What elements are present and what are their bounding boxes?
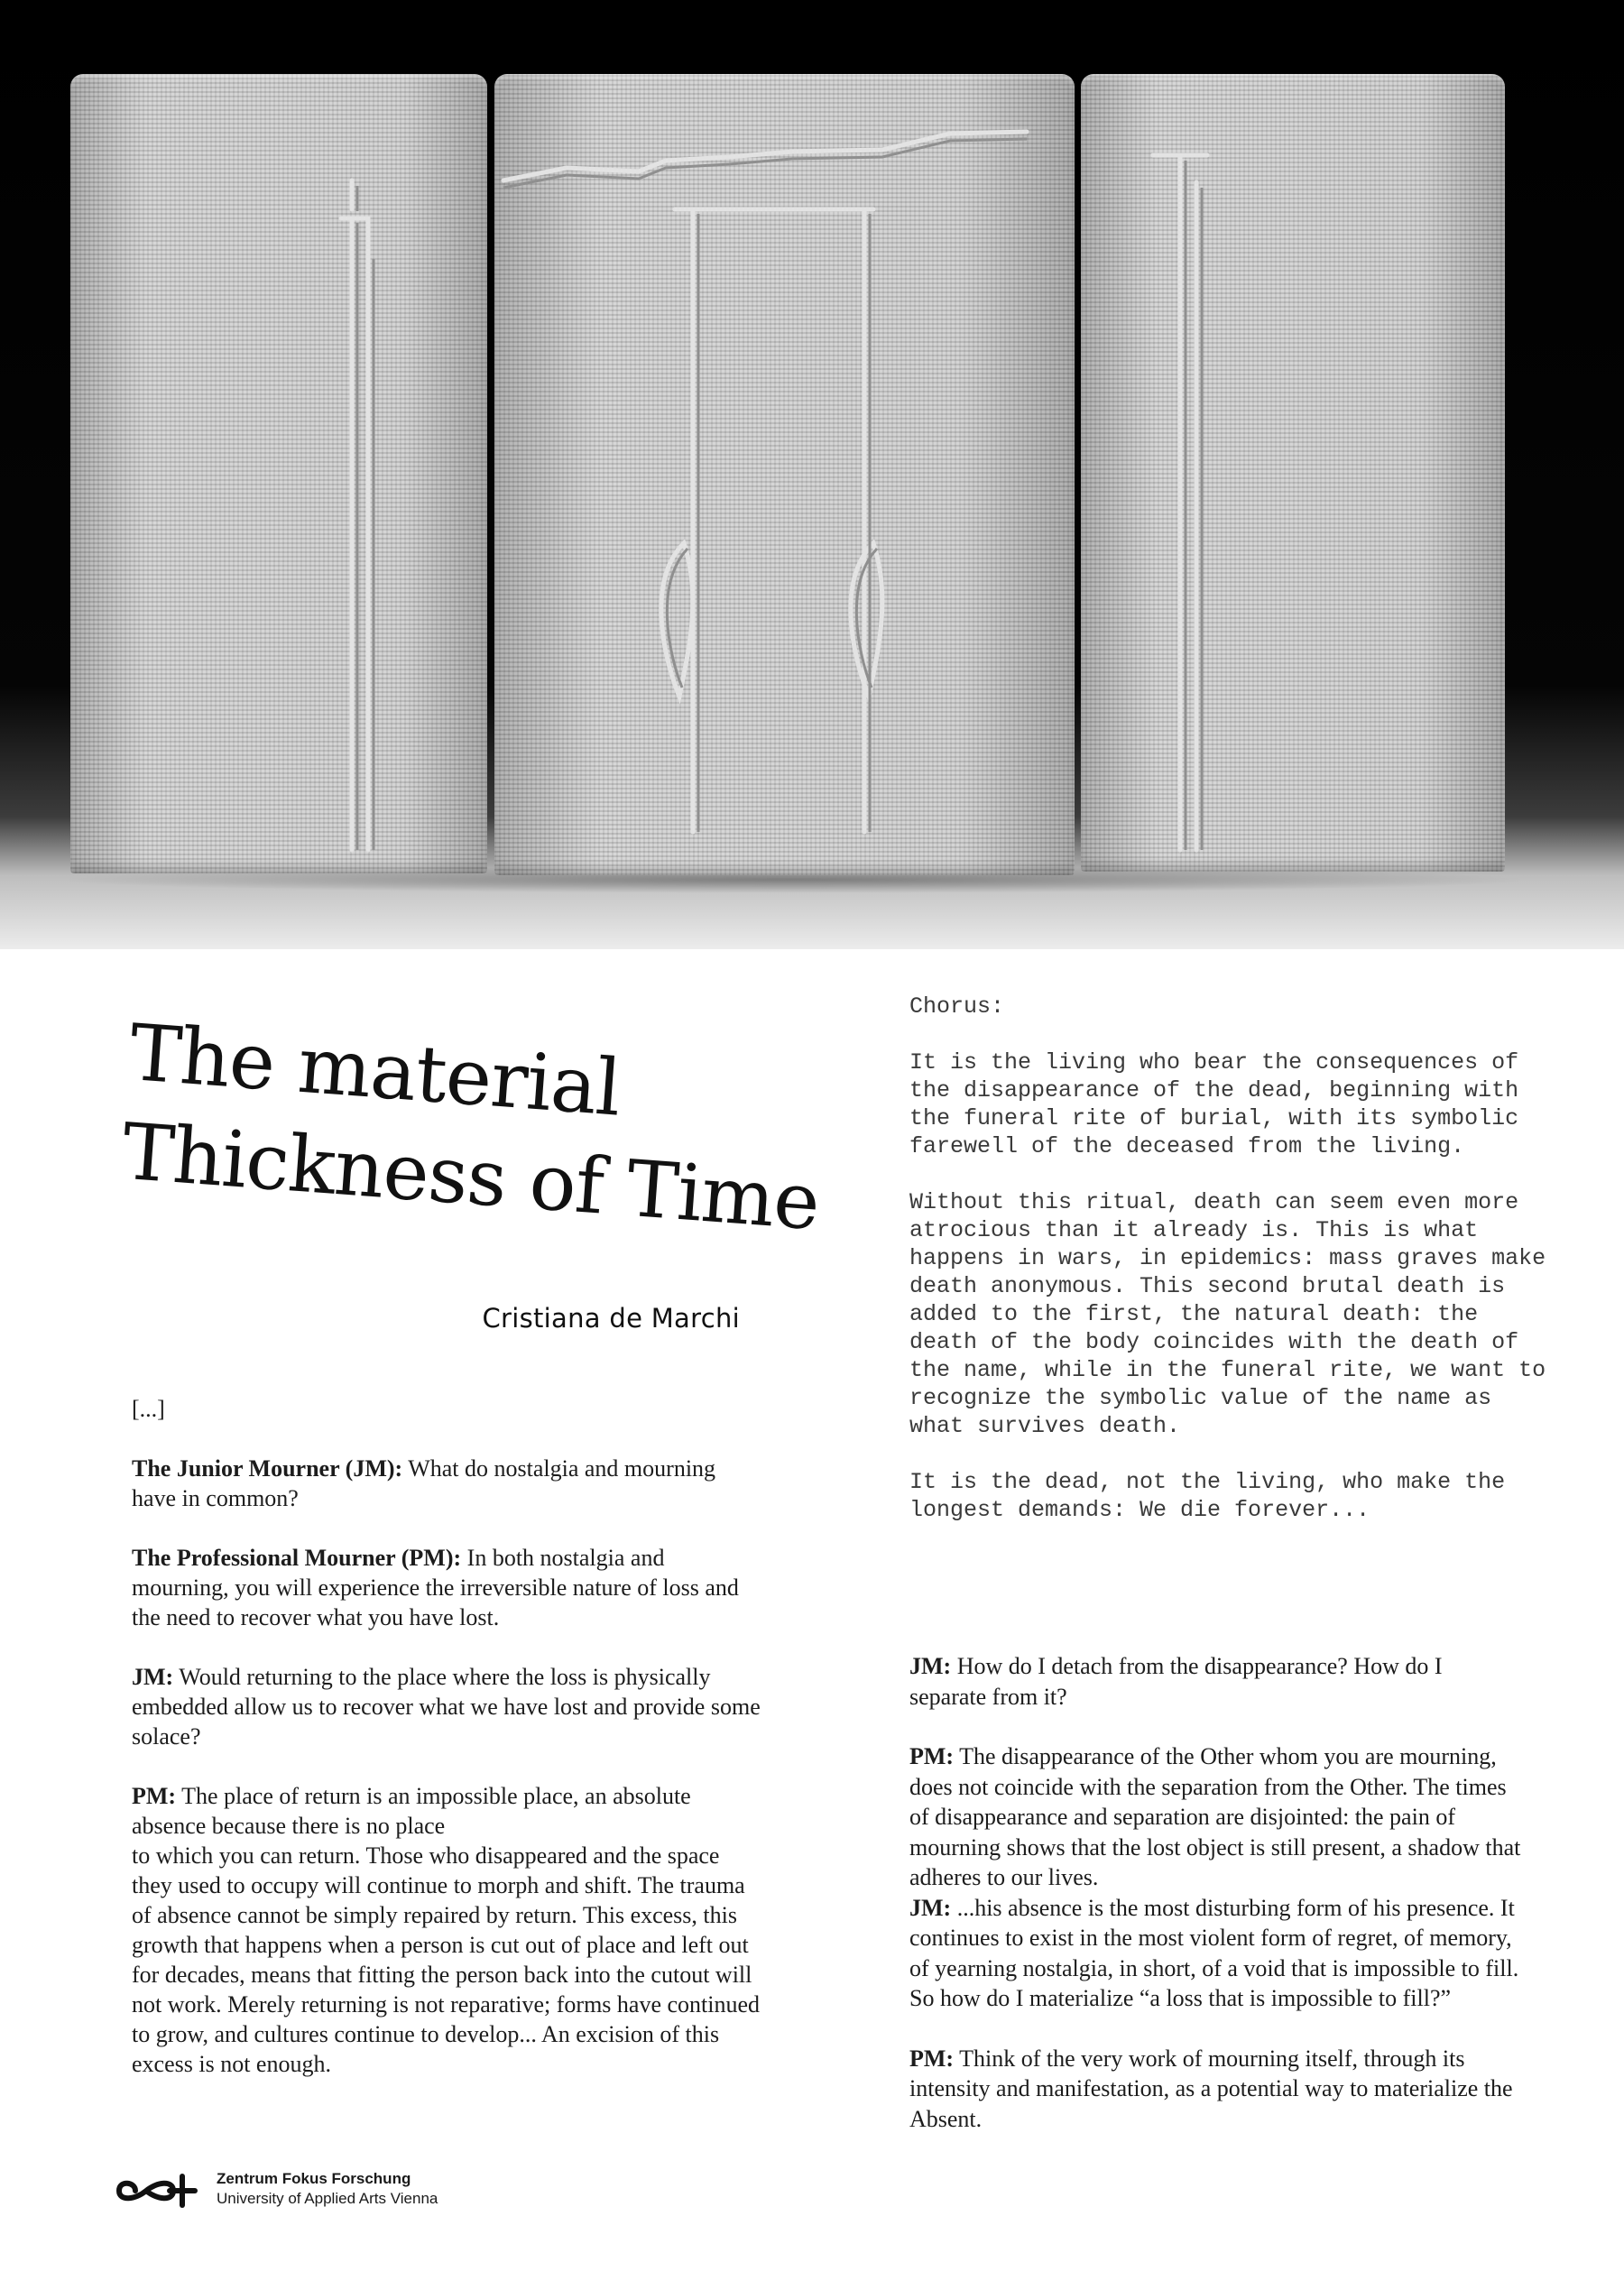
right-dialogue-column — [909, 1651, 1523, 2164]
speaker-label: PM: — [132, 1783, 177, 1809]
ellipsis-marker: [...] — [132, 1396, 165, 1422]
chorus-label: Chorus: — [909, 993, 1005, 1020]
dialogue-text: The disappearance of the Other whom you are mourning, does not coincide with the separation from the Other. The times of disappearance and separation are disjointed: the pain of mourning shows that the lost object is still present, a shadow that adheres to our lives. — [909, 1743, 1521, 1890]
speaker-label: JM: — [909, 1653, 952, 1679]
sculpture-block-middle — [494, 74, 1075, 875]
speaker-label: PM: — [909, 1743, 955, 1769]
dialogue-text: In both nostalgia and mourning, you will experience the irreversible nature of loss and the need to recover what you have lost. — [132, 1545, 739, 1630]
organization-name: Zentrum Fokus Forschung — [217, 2170, 411, 2187]
relief-pattern-middle — [494, 74, 1075, 875]
dialogue-text: Think of the very work of mourning itself, through its intensity and manifestation, as a potential way to materialize the Absent. — [909, 2045, 1513, 2132]
relief-pattern-right — [1081, 74, 1505, 872]
speaker-label: PM: — [909, 2045, 955, 2072]
title-line-2: Thickness of Time — [119, 1106, 823, 1249]
speaker-label: JM: — [132, 1664, 174, 1690]
dialogue-text: Would returning to the place where the loss is physically embedded allow us to recover what we have lost and provide some solace? — [132, 1664, 761, 1750]
dialogue-paragraph — [909, 2044, 1523, 2135]
dialogue-text: ...his absence is the most disturbing form of his presence. It continues to exist in the most violent form of regret, of memory, of yearning nostalgia, in short, of a void that is impossible to fill. So how do I materialize “a loss that is impossible to fill?” — [909, 1894, 1519, 2011]
sculpture-block-right — [1081, 74, 1505, 872]
left-column — [132, 1394, 763, 2109]
chorus-paragraph: It is the dead, not the living, who make the longest demands: We die forever... — [909, 1469, 1506, 1523]
dialogue-text: The place of return is an impossible place, an absolute absence because there is no place — [132, 1783, 691, 1839]
author-name: Cristiana de Marchi — [482, 1303, 740, 1334]
speaker-label: The Professional Mourner (PM): — [132, 1545, 462, 1571]
dialogue-paragraph — [909, 1893, 1523, 2014]
footer-text — [217, 2169, 438, 2209]
page-title — [119, 1003, 823, 1249]
relief-pattern-left — [70, 74, 487, 873]
chorus-paragraph: It is the living who bear the consequences of the disappearance of the dead, beginning with the funeral rite of burial, with its symbolic farewell of the deceased from the living. — [909, 1049, 1519, 1159]
speaker-label: JM: — [909, 1894, 952, 1921]
title-line-1: The material — [126, 1007, 623, 1134]
chorus-paragraph: Without this ritual, death can seem even more atrocious than it already is. This is what happens in wars, in epidemics: mass graves make death anonymous. This second brutal death is added to the first, the natural death: the death of the body coincides with the death of the name, while in the funeral rite, we want to recognize the symbolic value of the name as what survives death. — [909, 1189, 1546, 1439]
header-photo — [0, 0, 1624, 949]
dialogue-text-continued: to which you can return. Those who disappeared and the space they used to occupy will continue to morph and shift. The trauma of absence cannot be simply repaired by return. This excess, this growth that happens when a person is cut out of place and left out for decades, means that fitting the person back into the cutout will not work. Merely returning is not reparative; forms have continued to grow, and cultures continue to develop... An excision of this excess is not enough. — [132, 1842, 761, 2077]
infinity-cross-logo-icon — [115, 2173, 198, 2209]
chorus-section — [909, 993, 1559, 1552]
dialogue-paragraph — [909, 1651, 1523, 1712]
dialogue-paragraph — [132, 1454, 763, 1513]
dialogue-paragraph — [909, 1741, 1523, 1893]
sculpture-block-left — [70, 74, 487, 873]
dialogue-paragraph — [132, 1543, 763, 1632]
university-name: University of Applied Arts Vienna — [217, 2190, 438, 2207]
dialogue-text: What do nostalgia and mourning have in common? — [132, 1455, 716, 1511]
speaker-label: The Junior Mourner (JM): — [132, 1455, 403, 1482]
dialogue-paragraph — [132, 1781, 763, 2079]
dialogue-text: How do I detach from the disappearance? How do I separate from it? — [909, 1653, 1443, 1710]
dialogue-paragraph — [132, 1662, 763, 1751]
